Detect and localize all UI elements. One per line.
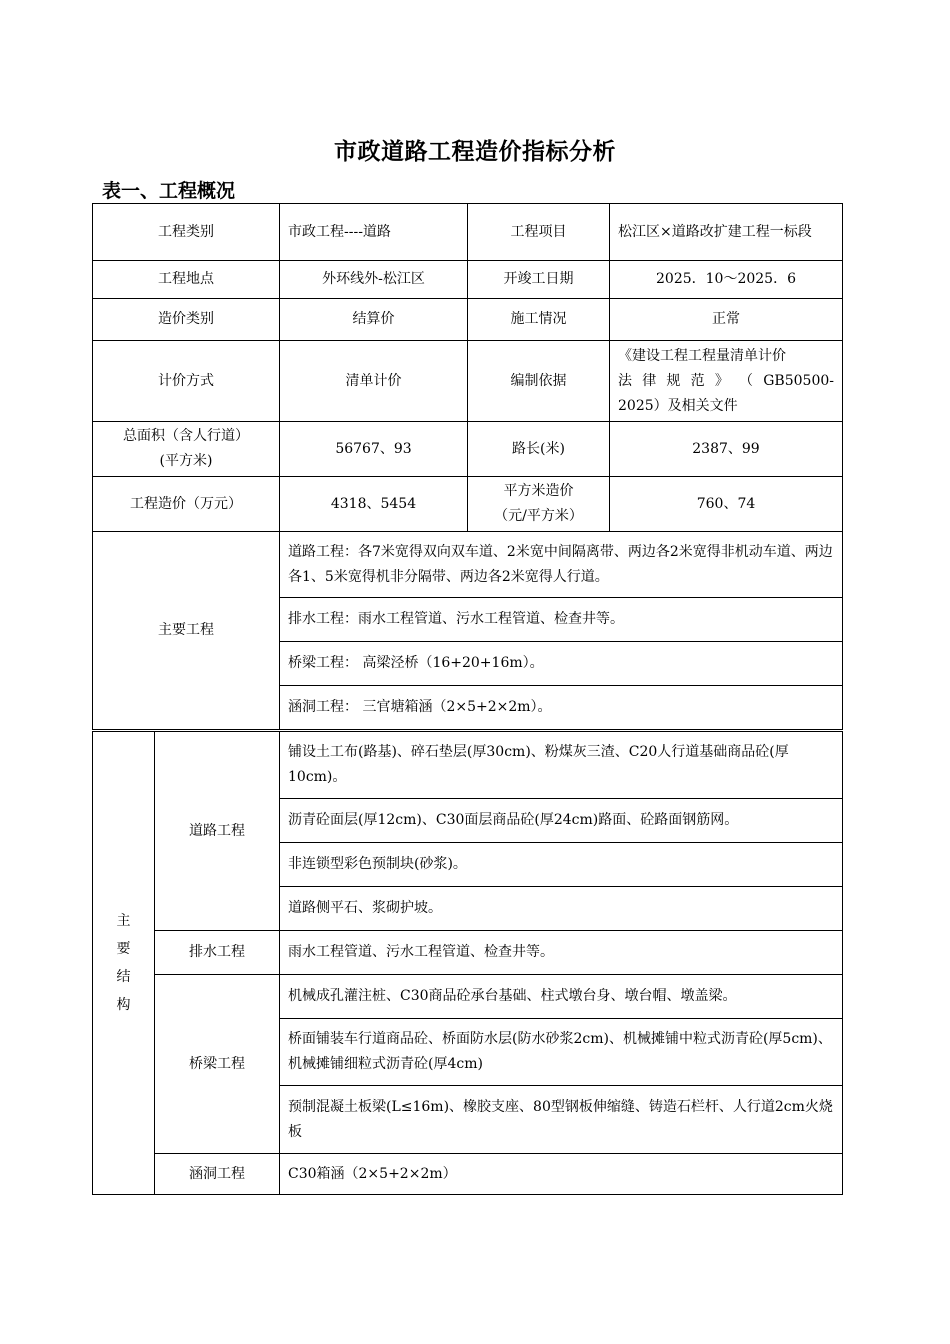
area-label-line-1: 总面积（含人行道）	[123, 428, 249, 444]
road-item: 铺设土工布(路基)、碎石垫层(厚30cm)、粉煤灰三渣、C20人行道基础商品砼(厚10cm)。	[280, 732, 843, 799]
area-value: 56767、93	[280, 422, 468, 477]
cost-label: 工程造价（万元）	[93, 477, 280, 532]
road-item: 沥青砼面层(厚12cm)、C30面层商品砼(厚24cm)路面、砼路面钢筋网。	[280, 799, 843, 843]
unit-cost-value: 760、74	[610, 477, 843, 532]
main-works-label: 主要工程	[93, 532, 280, 730]
bridge-item: 机械成孔灌注桩、C30商品砼承台基础、柱式墩台身、墩台帽、墩盖梁。	[280, 975, 843, 1019]
structure-table	[92, 731, 843, 1195]
drainage-item: 雨水工程管道、污水工程管道、检查井等。	[280, 931, 843, 975]
basis-line-2: 法 律 规 范 》 （ GB50500-	[618, 372, 834, 389]
bridge-works-label: 桥梁工程	[155, 975, 280, 1154]
structure-label-char: 构	[116, 997, 131, 1013]
area-label-line-2: (平方米)	[159, 453, 213, 469]
project-item-value: 松江区×道路改扩建工程一标段	[610, 204, 843, 261]
pricing-method-label: 计价方式	[93, 341, 280, 422]
basis-value	[610, 341, 843, 422]
road-item: 非连锁型彩色预制块(砂浆)。	[280, 843, 843, 887]
structure-label-char: 结	[116, 969, 131, 985]
project-type-value: 市政工程----道路	[280, 204, 468, 261]
cost-value: 4318、5454	[280, 477, 468, 532]
length-value: 2387、99	[610, 422, 843, 477]
unit-cost-label	[468, 477, 610, 532]
dates-label: 开竣工日期	[468, 261, 610, 299]
road-item: 道路侧平石、浆砌护坡。	[280, 887, 843, 931]
main-works-item: 桥梁工程： 高梁泾桥（16+20+16m）。	[280, 642, 843, 686]
main-structure-label	[93, 732, 155, 1195]
culvert-item: C30箱涵（2×5+2×2m）	[280, 1154, 843, 1195]
length-label: 路长(米)	[468, 422, 610, 477]
main-works-item: 道路工程：各7米宽得双向双车道、2米宽中间隔离带、两边各2米宽得非机动车道、两边各1、5米宽得机非分隔带、两边各2米宽得人行道。	[280, 532, 843, 598]
dates-value: 2025．10～2025．6	[610, 261, 843, 299]
location-value: 外环线外-松江区	[280, 261, 468, 299]
construction-label: 施工情况	[468, 299, 610, 341]
culvert-label: 涵洞工程	[155, 1154, 280, 1195]
cost-type-value: 结算价	[280, 299, 468, 341]
basis-label: 编制依据	[468, 341, 610, 422]
bridge-item: 桥面铺装车行道商品砼、桥面防水层(防水砂浆2cm)、机械摊铺中粒式沥青砼(厚5cm)、 机械摊铺细粒式沥青砼(厚4cm)	[280, 1019, 843, 1086]
overview-table	[92, 203, 843, 730]
basis-line-1: 《建设工程工程量清单计价	[618, 347, 786, 364]
bridge-item: 预制混凝土板梁(L≤16m)、橡胶支座、80型钢板伸缩缝、铸造石栏杆、人行道2cm火烧板	[280, 1086, 843, 1154]
construction-value: 正常	[610, 299, 843, 341]
project-type-label: 工程类别	[93, 204, 280, 261]
unit-cost-label-line-1: 平方米造价	[503, 483, 574, 499]
area-label	[93, 422, 280, 477]
main-works-item: 排水工程：雨水工程管道、污水工程管道、检查井等。	[280, 598, 843, 642]
main-works-item: 涵洞工程： 三官塘箱涵（2×5+2×2m）。	[280, 686, 843, 730]
section-title: 表一、工程概况	[102, 180, 236, 202]
page-title: 市政道路工程造价指标分析	[334, 139, 616, 165]
cost-type-label: 造价类别	[93, 299, 280, 341]
drainage-label: 排水工程	[155, 931, 280, 975]
pricing-method-value: 清单计价	[280, 341, 468, 422]
structure-label-char: 要	[116, 941, 131, 957]
structure-label-char: 主	[116, 913, 131, 929]
road-works-label: 道路工程	[155, 732, 280, 931]
project-item-label: 工程项目	[468, 204, 610, 261]
unit-cost-label-line-2: （元/平方米）	[494, 508, 583, 524]
location-label: 工程地点	[93, 261, 280, 299]
basis-line-3: 2025）及相关文件	[618, 397, 738, 414]
